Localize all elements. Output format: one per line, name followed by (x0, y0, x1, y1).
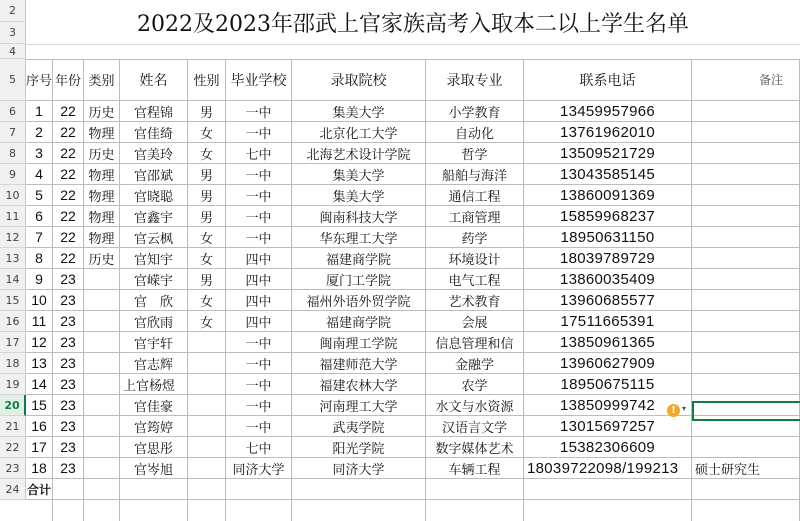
cell-college[interactable]: 同济大学 (292, 458, 426, 479)
cell-gender[interactable] (188, 437, 226, 458)
cell-phone[interactable]: 18950631150 (524, 227, 692, 248)
cell-name[interactable]: 官筠婷 (120, 416, 188, 437)
cell-seq[interactable]: 12 (26, 332, 53, 353)
cell-name[interactable]: 官美玲 (120, 143, 188, 164)
cell-major[interactable]: 环境设计 (426, 248, 524, 269)
cell-note[interactable] (692, 206, 800, 227)
cell-empty-year[interactable] (53, 500, 84, 521)
cell-school[interactable]: 一中 (226, 122, 292, 143)
cell-seq[interactable]: 5 (26, 185, 53, 206)
cell-year[interactable]: 22 (53, 227, 84, 248)
column-header-name[interactable]: 姓名 (120, 59, 188, 101)
cell-note[interactable] (692, 185, 800, 206)
row-header-12[interactable]: 12 (0, 227, 26, 248)
cell-college[interactable]: 武夷学院 (292, 416, 426, 437)
column-header-major[interactable]: 录取专业 (426, 59, 524, 101)
empty-row[interactable] (26, 44, 800, 60)
cell-gender[interactable] (188, 332, 226, 353)
cell-phone[interactable]: 13960685577 (524, 290, 692, 311)
cell-note[interactable] (692, 248, 800, 269)
cell-gender[interactable] (188, 416, 226, 437)
cell-phone[interactable]: 13850961365 (524, 332, 692, 353)
cell-school[interactable]: 一中 (226, 416, 292, 437)
cell-note[interactable] (692, 437, 800, 458)
cell-major[interactable]: 自动化 (426, 122, 524, 143)
cell-school[interactable]: 四中 (226, 269, 292, 290)
cell-name[interactable]: 官知宇 (120, 248, 188, 269)
cell-category[interactable] (84, 353, 120, 374)
cell-college[interactable]: 厦门工学院 (292, 269, 426, 290)
cell-college[interactable]: 福建商学院 (292, 248, 426, 269)
cell-category[interactable]: 物理 (84, 227, 120, 248)
cell-major[interactable]: 信息管理和信 (426, 332, 524, 353)
cell-major[interactable]: 水文与水资源 (426, 395, 524, 416)
cell-major[interactable]: 电气工程 (426, 269, 524, 290)
cell-empty-gender[interactable] (188, 500, 226, 521)
cell-seq[interactable]: 2 (26, 122, 53, 143)
cell-year[interactable]: 23 (53, 416, 84, 437)
cell-major[interactable]: 农学 (426, 374, 524, 395)
cell-college[interactable]: 北海艺术设计学院 (292, 143, 426, 164)
cell-college[interactable]: 福州外语外贸学院 (292, 290, 426, 311)
cell-name[interactable]: 官志辉 (120, 353, 188, 374)
cell-phone[interactable]: 13015697257 (524, 416, 692, 437)
row-header-22[interactable]: 22 (0, 437, 26, 458)
cell-seq[interactable]: 1 (26, 101, 53, 122)
cell-gender[interactable]: 女 (188, 311, 226, 332)
column-header-phone[interactable]: 联系电话 (524, 59, 692, 101)
cell-phone[interactable]: 13459957966 (524, 101, 692, 122)
row-header-4[interactable]: 4 (0, 44, 26, 59)
cell-gender[interactable]: 男 (188, 164, 226, 185)
row-header-14[interactable]: 14 (0, 269, 26, 290)
cell-empty-seq[interactable] (26, 500, 53, 521)
cell-major[interactable]: 小学教育 (426, 101, 524, 122)
cell-category[interactable] (84, 332, 120, 353)
cell-gender[interactable]: 女 (188, 290, 226, 311)
cell-name[interactable]: 官程锦 (120, 101, 188, 122)
cell-college[interactable]: 福建师范大学 (292, 353, 426, 374)
cell-school[interactable]: 一中 (226, 101, 292, 122)
column-header-note[interactable]: 备注 (692, 59, 800, 101)
cell-seq[interactable]: 13 (26, 353, 53, 374)
cell-name[interactable]: 官嵘宇 (120, 269, 188, 290)
cell-college[interactable]: 福建商学院 (292, 311, 426, 332)
sheet-title: 2022及2023年邵武上官家族高考入取本二以上学生名单 (26, 0, 800, 45)
row-header-17[interactable]: 17 (0, 332, 26, 353)
cell-note[interactable] (692, 332, 800, 353)
cell-total-name[interactable] (120, 479, 188, 500)
row-header-5[interactable]: 5 (0, 59, 26, 101)
cell-category[interactable] (84, 395, 120, 416)
column-header-gender[interactable]: 性别 (188, 59, 226, 101)
cell-year[interactable]: 22 (53, 206, 84, 227)
cell-note[interactable] (692, 353, 800, 374)
cell-phone[interactable]: 13850999742 (524, 395, 692, 416)
cell-seq[interactable]: 8 (26, 248, 53, 269)
cell-note[interactable]: 硕士研究生 (692, 458, 800, 479)
row-header-10[interactable]: 10 (0, 185, 26, 206)
cell-gender[interactable]: 男 (188, 185, 226, 206)
cell-empty-note[interactable] (692, 500, 800, 521)
cell-category[interactable] (84, 458, 120, 479)
column-header-school[interactable]: 毕业学校 (226, 59, 292, 101)
cell-major[interactable]: 汉语言文学 (426, 416, 524, 437)
cell-phone[interactable]: 13761962010 (524, 122, 692, 143)
cell-seq[interactable]: 18 (26, 458, 53, 479)
cell-phone[interactable]: 15859968237 (524, 206, 692, 227)
cell-name[interactable]: 官佳绮 (120, 122, 188, 143)
cell-gender[interactable] (188, 395, 226, 416)
cell-name[interactable]: 官邵斌 (120, 164, 188, 185)
cell-gender[interactable]: 女 (188, 143, 226, 164)
cell-school[interactable]: 四中 (226, 290, 292, 311)
cell-gender[interactable]: 女 (188, 227, 226, 248)
cell-total-year[interactable] (53, 479, 84, 500)
cell-college[interactable]: 闽南理工学院 (292, 332, 426, 353)
cell-major[interactable]: 金融学 (426, 353, 524, 374)
cell-school[interactable]: 一中 (226, 374, 292, 395)
cell-name[interactable]: 官晓聪 (120, 185, 188, 206)
cell-phone[interactable]: 17511665391 (524, 311, 692, 332)
cell-note[interactable] (692, 311, 800, 332)
cell-seq[interactable]: 3 (26, 143, 53, 164)
cell-total-gender[interactable] (188, 479, 226, 500)
row-header-7[interactable]: 7 (0, 122, 26, 143)
cell-seq[interactable]: 14 (26, 374, 53, 395)
cell-year[interactable]: 23 (53, 458, 84, 479)
column-header-seq[interactable]: 序号 (26, 59, 53, 101)
cell-total-major[interactable] (426, 479, 524, 500)
cell-year[interactable]: 23 (53, 437, 84, 458)
cell-total-school[interactable] (226, 479, 292, 500)
cell-phone[interactable]: 15382306609 (524, 437, 692, 458)
cell-empty-school[interactable] (226, 500, 292, 521)
cell-school[interactable]: 一中 (226, 185, 292, 206)
cell-gender[interactable] (188, 374, 226, 395)
cell-year[interactable]: 23 (53, 290, 84, 311)
cell-category[interactable]: 物理 (84, 185, 120, 206)
row-header-16[interactable]: 16 (0, 311, 26, 332)
row-header-23[interactable]: 23 (0, 458, 26, 479)
cell-major[interactable]: 会展 (426, 311, 524, 332)
cell-category[interactable]: 物理 (84, 164, 120, 185)
cell-total-note[interactable] (692, 479, 800, 500)
cell-major[interactable]: 艺术教育 (426, 290, 524, 311)
cell-gender[interactable]: 男 (188, 269, 226, 290)
cell-note[interactable] (692, 101, 800, 122)
cell-college[interactable]: 集美大学 (292, 101, 426, 122)
warning-icon[interactable]: ! (667, 404, 680, 417)
row-header-3[interactable]: 3 (0, 22, 26, 44)
cell-phone[interactable]: 18950675115 (524, 374, 692, 395)
cell-major[interactable]: 药学 (426, 227, 524, 248)
cell-seq[interactable]: 16 (26, 416, 53, 437)
cell-note[interactable] (692, 290, 800, 311)
cell-note[interactable] (692, 122, 800, 143)
cell-name[interactable]: 官宇轩 (120, 332, 188, 353)
cell-phone[interactable]: 13960627909 (524, 353, 692, 374)
cell-name[interactable]: 官 欣 (120, 290, 188, 311)
cell-year[interactable]: 23 (53, 395, 84, 416)
cell-category[interactable]: 物理 (84, 122, 120, 143)
cell-school[interactable]: 一中 (226, 164, 292, 185)
cell-college[interactable]: 集美大学 (292, 164, 426, 185)
cell-note[interactable] (692, 143, 800, 164)
cell-year[interactable]: 22 (53, 164, 84, 185)
cell-phone[interactable]: 13043585145 (524, 164, 692, 185)
cell-total-phone[interactable] (524, 479, 692, 500)
cell-name[interactable]: 官云枫 (120, 227, 188, 248)
cell-category[interactable]: 物理 (84, 206, 120, 227)
row-header-19[interactable]: 19 (0, 374, 26, 395)
cell-gender[interactable] (188, 353, 226, 374)
cell-category[interactable] (84, 437, 120, 458)
cell-note[interactable] (692, 269, 800, 290)
column-header-year[interactable]: 年份 (53, 59, 84, 101)
cell-major[interactable]: 车辆工程 (426, 458, 524, 479)
row-header-2[interactable]: 2 (0, 0, 26, 22)
cell-year[interactable]: 22 (53, 122, 84, 143)
column-header-category[interactable]: 类别 (84, 59, 120, 101)
cell-school[interactable]: 四中 (226, 248, 292, 269)
cell-school[interactable]: 七中 (226, 437, 292, 458)
cell-category[interactable] (84, 290, 120, 311)
cell-seq[interactable]: 15 (26, 395, 53, 416)
cell-category[interactable] (84, 269, 120, 290)
cell-major[interactable]: 船舶与海洋 (426, 164, 524, 185)
row-header-13[interactable]: 13 (0, 248, 26, 269)
chevron-down-icon[interactable]: ▾ (682, 404, 687, 413)
cell-college[interactable]: 阳光学院 (292, 437, 426, 458)
cell-seq[interactable]: 6 (26, 206, 53, 227)
cell-college[interactable]: 北京化工大学 (292, 122, 426, 143)
cell-note[interactable] (692, 374, 800, 395)
cell-category[interactable] (84, 374, 120, 395)
cell-seq[interactable]: 10 (26, 290, 53, 311)
cell-name[interactable]: 官思彤 (120, 437, 188, 458)
cell-name[interactable]: 官佳豪 (120, 395, 188, 416)
cell-year[interactable]: 22 (53, 143, 84, 164)
cell-major[interactable]: 数字媒体艺术 (426, 437, 524, 458)
cell-college[interactable]: 华东理工大学 (292, 227, 426, 248)
cell-note[interactable] (692, 227, 800, 248)
cell-school[interactable]: 一中 (226, 395, 292, 416)
cell-year[interactable]: 22 (53, 185, 84, 206)
cell-school[interactable]: 七中 (226, 143, 292, 164)
row-header-15[interactable]: 15 (0, 290, 26, 311)
cell-phone[interactable]: 13860091369 (524, 185, 692, 206)
cell-year[interactable]: 23 (53, 353, 84, 374)
cell-empty-major[interactable] (426, 500, 524, 521)
cell-gender[interactable]: 男 (188, 206, 226, 227)
cell-school[interactable]: 四中 (226, 311, 292, 332)
row-header-6[interactable]: 6 (0, 101, 26, 122)
cell-empty-college[interactable] (292, 500, 426, 521)
cell-seq[interactable]: 17 (26, 437, 53, 458)
row-header-18[interactable]: 18 (0, 353, 26, 374)
cell-college[interactable]: 福建农林大学 (292, 374, 426, 395)
row-header-8[interactable]: 8 (0, 143, 26, 164)
row-header-20[interactable]: 20 (0, 395, 26, 416)
cell-category[interactable]: 历史 (84, 101, 120, 122)
cell-school[interactable]: 一中 (226, 206, 292, 227)
cell-empty-phone[interactable] (524, 500, 692, 521)
cell-seq[interactable]: 7 (26, 227, 53, 248)
cell-name[interactable]: 官鑫宇 (120, 206, 188, 227)
cell-category[interactable]: 历史 (84, 248, 120, 269)
cell-category[interactable] (84, 311, 120, 332)
cell-year[interactable]: 22 (53, 101, 84, 122)
cell-empty-category[interactable] (84, 500, 120, 521)
cell-phone[interactable]: 18039722098/199213 (524, 458, 692, 479)
cell-seq[interactable]: 4 (26, 164, 53, 185)
cell-total-category[interactable] (84, 479, 120, 500)
cell-name[interactable]: 上官杨煜 (120, 374, 188, 395)
column-header-college[interactable]: 录取院校 (292, 59, 426, 101)
cell-name[interactable]: 官岑旭 (120, 458, 188, 479)
cell-year[interactable]: 23 (53, 374, 84, 395)
row-header-24[interactable]: 24 (0, 479, 26, 500)
cell-major[interactable]: 工商管理 (426, 206, 524, 227)
cell-phone[interactable]: 13860035409 (524, 269, 692, 290)
cell-phone[interactable]: 13509521729 (524, 143, 692, 164)
row-header-11[interactable]: 11 (0, 206, 26, 227)
cell-college[interactable]: 闽南科技大学 (292, 206, 426, 227)
cell-major[interactable]: 通信工程 (426, 185, 524, 206)
cell-name[interactable]: 官欣雨 (120, 311, 188, 332)
cell-year[interactable]: 23 (53, 311, 84, 332)
cell-category[interactable]: 历史 (84, 143, 120, 164)
cell-phone[interactable]: 18039789729 (524, 248, 692, 269)
cell-college[interactable]: 河南理工大学 (292, 395, 426, 416)
cell-school[interactable]: 一中 (226, 353, 292, 374)
row-header-9[interactable]: 9 (0, 164, 26, 185)
row-header-21[interactable]: 21 (0, 416, 26, 437)
cell-gender[interactable] (188, 458, 226, 479)
selected-cell[interactable] (692, 401, 800, 421)
cell-school[interactable]: 同济大学 (226, 458, 292, 479)
cell-year[interactable]: 22 (53, 248, 84, 269)
cell-major[interactable]: 哲学 (426, 143, 524, 164)
cell-school[interactable]: 一中 (226, 227, 292, 248)
cell-gender[interactable]: 女 (188, 122, 226, 143)
cell-total-college[interactable] (292, 479, 426, 500)
cell-note[interactable] (692, 164, 800, 185)
cell-gender[interactable]: 男 (188, 101, 226, 122)
cell-school[interactable]: 一中 (226, 332, 292, 353)
cell-year[interactable]: 23 (53, 269, 84, 290)
total-label[interactable]: 合计 (26, 479, 53, 500)
cell-category[interactable] (84, 416, 120, 437)
cell-seq[interactable]: 11 (26, 311, 53, 332)
cell-empty-name[interactable] (120, 500, 188, 521)
cell-gender[interactable]: 女 (188, 248, 226, 269)
cell-seq[interactable]: 9 (26, 269, 53, 290)
cell-year[interactable]: 23 (53, 332, 84, 353)
cell-college[interactable]: 集美大学 (292, 185, 426, 206)
